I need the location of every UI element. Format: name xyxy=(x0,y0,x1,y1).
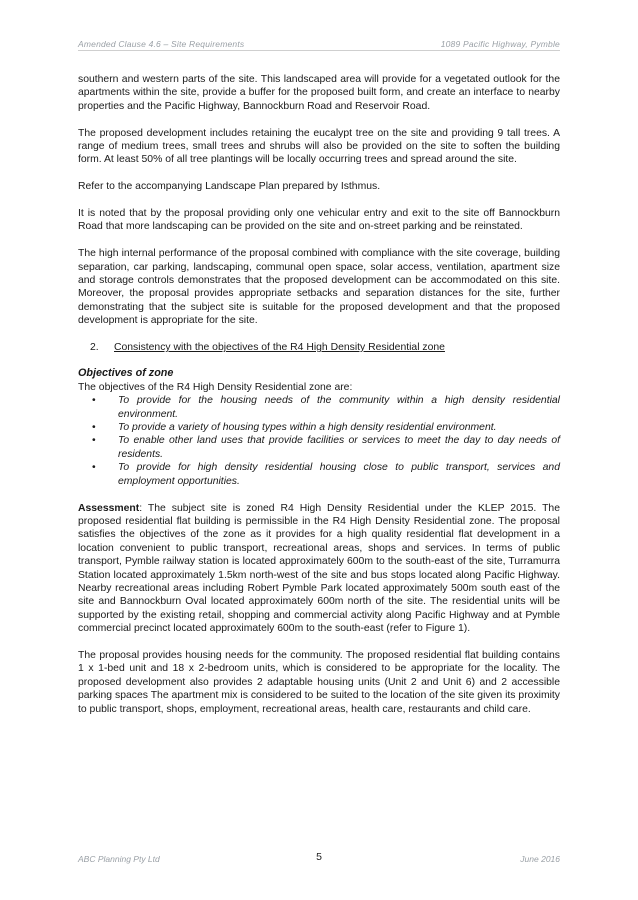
footer-company: ABC Planning Pty Ltd xyxy=(78,854,160,864)
bullet-icon: • xyxy=(92,435,96,447)
section-title: Consistency with the objectives of the R4 High Density Residential zone xyxy=(114,342,445,354)
paragraph-internal-performance: The high internal performance of the proposal combined with compliance with the site coverage, building separation, car parking, landscaping, communal open space, solar access, ventilation, apartment size and storage controls demonstrates that the proposed development can be accommodated on this site. Moreover, the proposal provides appropriate setbacks and separation distances for the site, further demonstrating that the subject site is suitable for the proposed development and that the proposed development is appropriate for the site. xyxy=(78,248,560,327)
bullet-icon: • xyxy=(92,395,96,407)
header-document-title: Amended Clause 4.6 – Site Requirements xyxy=(78,39,245,49)
objectives-intro: The objectives of the R4 High Density Residential zone are: xyxy=(78,381,353,393)
paragraph-landscape-outlook: southern and western parts of the site. This landscaped area will provide for a vegetated outlook for the apartments within the site, provide a buffer for the proposed built form, and create an interface to nearby properties and the Pacific Highway, Bannockburn Road and Reservoir Road. xyxy=(78,74,560,112)
list-item: • To enable other land uses that provide facilities or services to meet the day to day needs of residents. xyxy=(92,435,560,460)
list-item: • To provide for high density residential housing close to public transport, services and employment opportunities. xyxy=(92,462,560,487)
assessment-label: Assessment xyxy=(78,502,140,514)
section-number: 2. xyxy=(90,342,99,354)
paragraph-tree-retention: The proposed development includes retaining the eucalypt tree on the site and providing 9 tall trees. A range of medium trees, small trees and shrubs will also be provided on the site to soften the building form. At least 50% of all tree plantings will be locally occurring trees and spread around the site. xyxy=(78,127,560,166)
footer-date: June 2016 xyxy=(520,854,560,864)
section-heading xyxy=(78,341,560,354)
paragraph-housing-needs: The proposal provides housing needs for the community. The proposed residential flat building contains 1 x 1-bed unit and 18 x 2-bedroom units, which is considered to be appropriate for the locality. The proposed development also provides 2 adaptable housing units (Unit 2 and Unit 6) and 2 accessible parking spaces The apartment mix is considered to be suited to the location of the site given its proximity to public transport, shops, employment, recreational areas, health care, restaurants and child care. xyxy=(78,649,560,715)
assessment-text: : The subject site is zoned R4 High Density Residential under the KLEP 2015. The proposed residential flat building is permissible in the R4 High Density Residential zone. The proposal satisfies the objectives of the zone as it provides for a high quality residential flat development in a location convenient to public transport, recreational areas, shops and services. In terms of public transport, Pymble railway station is located approximately 600m to the south-east of the site, Turramurra Station located approximately 1.5km north-west of the site and bus stops located along Pacific Highway. Nearby recreational areas including Robert Pymble Park located approximately 500m south east of the site and Bannockburn Oval located approximately 600m north of the site. The residential units will be supported by the existing retail, shopping and commercial activity along Pacific Highway and at Pymble commercial precinct located approximately 600m to the south-east (refer to Figure 1). xyxy=(78,502,560,635)
page-footer xyxy=(78,851,560,865)
list-item: • To provide a variety of housing types within a high density residential environment. xyxy=(92,422,497,434)
bullet-icon: • xyxy=(92,462,96,474)
paragraph-vehicular-entry: It is noted that by the proposal providing only one vehicular entry and exit to the site off Bannockburn Road that more landscaping can be provided on the site and on-street parking and be reinstated. xyxy=(78,208,560,233)
page-number: 5 xyxy=(316,851,322,863)
list-item: • To provide for the housing needs of the community within a high density residential environment. xyxy=(92,395,560,420)
paragraph-assessment xyxy=(78,502,560,636)
subheading-objectives: Objectives of zone xyxy=(78,367,174,380)
paragraph-landscape-plan-reference: Refer to the accompanying Landscape Plan prepared by Isthmus. xyxy=(78,181,381,193)
objectives-list xyxy=(78,394,560,488)
header-divider xyxy=(78,50,560,51)
header-address: 1089 Pacific Highway, Pymble xyxy=(440,39,560,49)
bullet-icon: • xyxy=(92,422,96,434)
page-body xyxy=(78,73,560,729)
